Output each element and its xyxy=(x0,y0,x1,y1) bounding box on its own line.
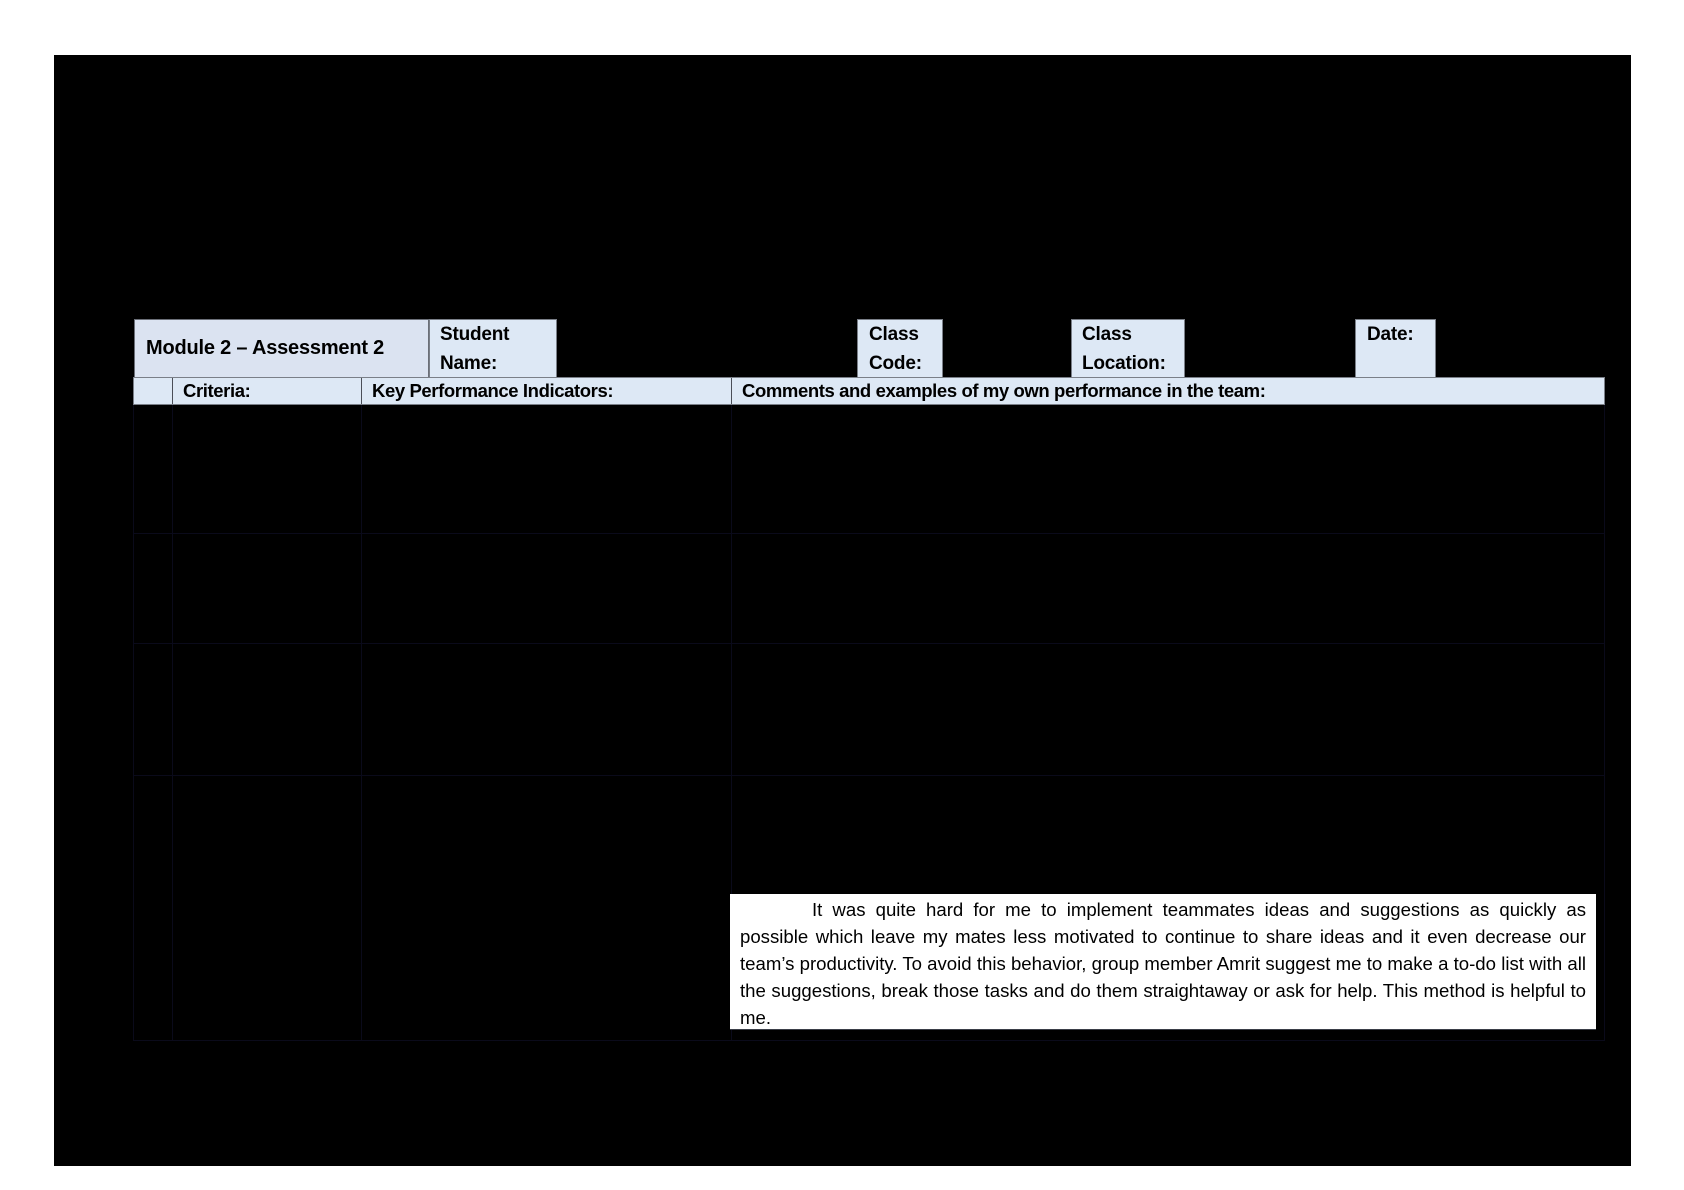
criteria-cell[interactable] xyxy=(172,534,361,643)
self-reflection-paragraph: It was quite hard for me to implement teammates ideas and suggestions as quickly as possible which leave my mates less motivated to continue to share ideas and it even decrease our team’s productivity. To avoid this behavior, group member Amrit suggest me to make a to-do list with all the suggestions, break those tasks and do them straightaway or ask for help. This method is helpful to me. xyxy=(740,899,1586,1028)
kpi-cell[interactable] xyxy=(361,534,731,643)
comment-cell[interactable] xyxy=(731,644,1604,775)
column-header-kpi: Key Performance Indicators: xyxy=(362,378,732,404)
module-title: Module 2 – Assessment 2 xyxy=(146,337,385,359)
criteria-cell[interactable] xyxy=(172,644,361,775)
table-row xyxy=(172,644,1604,775)
column-header-criteria: Criteria: xyxy=(173,378,362,404)
class-location-field[interactable] xyxy=(1185,319,1355,378)
class-location-label-line2: Location: xyxy=(1082,353,1166,374)
class-code-label-cell xyxy=(857,319,943,378)
kpi-cell[interactable] xyxy=(361,644,731,775)
student-name-label-cell xyxy=(429,319,557,378)
student-name-label-line2: Name: xyxy=(440,353,498,374)
class-location-label-line1: Class xyxy=(1082,324,1132,345)
class-code-label-line2: Code: xyxy=(869,353,922,374)
criteria-cell[interactable] xyxy=(172,776,361,1040)
date-label-cell xyxy=(1355,319,1436,378)
class-location-label-cell xyxy=(1071,319,1185,378)
class-code-label-line1: Class xyxy=(869,324,919,345)
kpi-cell[interactable] xyxy=(361,405,731,533)
table-header-row xyxy=(133,377,1605,405)
date-label: Date: xyxy=(1367,324,1414,345)
table-row xyxy=(172,405,1604,533)
student-name-label-line1: Student xyxy=(440,324,510,345)
comment-cell[interactable] xyxy=(731,534,1604,643)
module-title-cell xyxy=(134,319,429,378)
table-row xyxy=(172,534,1604,643)
table-grid-line xyxy=(1604,405,1605,1041)
criteria-cell[interactable] xyxy=(172,405,361,533)
class-code-field[interactable] xyxy=(943,319,1071,378)
table-grid-line xyxy=(133,1040,1605,1041)
date-field[interactable] xyxy=(1436,319,1604,378)
kpi-cell[interactable] xyxy=(361,776,731,1040)
comment-cell-text[interactable] xyxy=(730,894,1596,1030)
column-header-index xyxy=(134,378,173,404)
column-header-comments: Comments and examples of my own performance in the team: xyxy=(742,380,1266,401)
student-name-field[interactable] xyxy=(557,319,857,378)
table-grid-line xyxy=(133,405,134,1041)
comment-cell[interactable] xyxy=(731,405,1604,533)
